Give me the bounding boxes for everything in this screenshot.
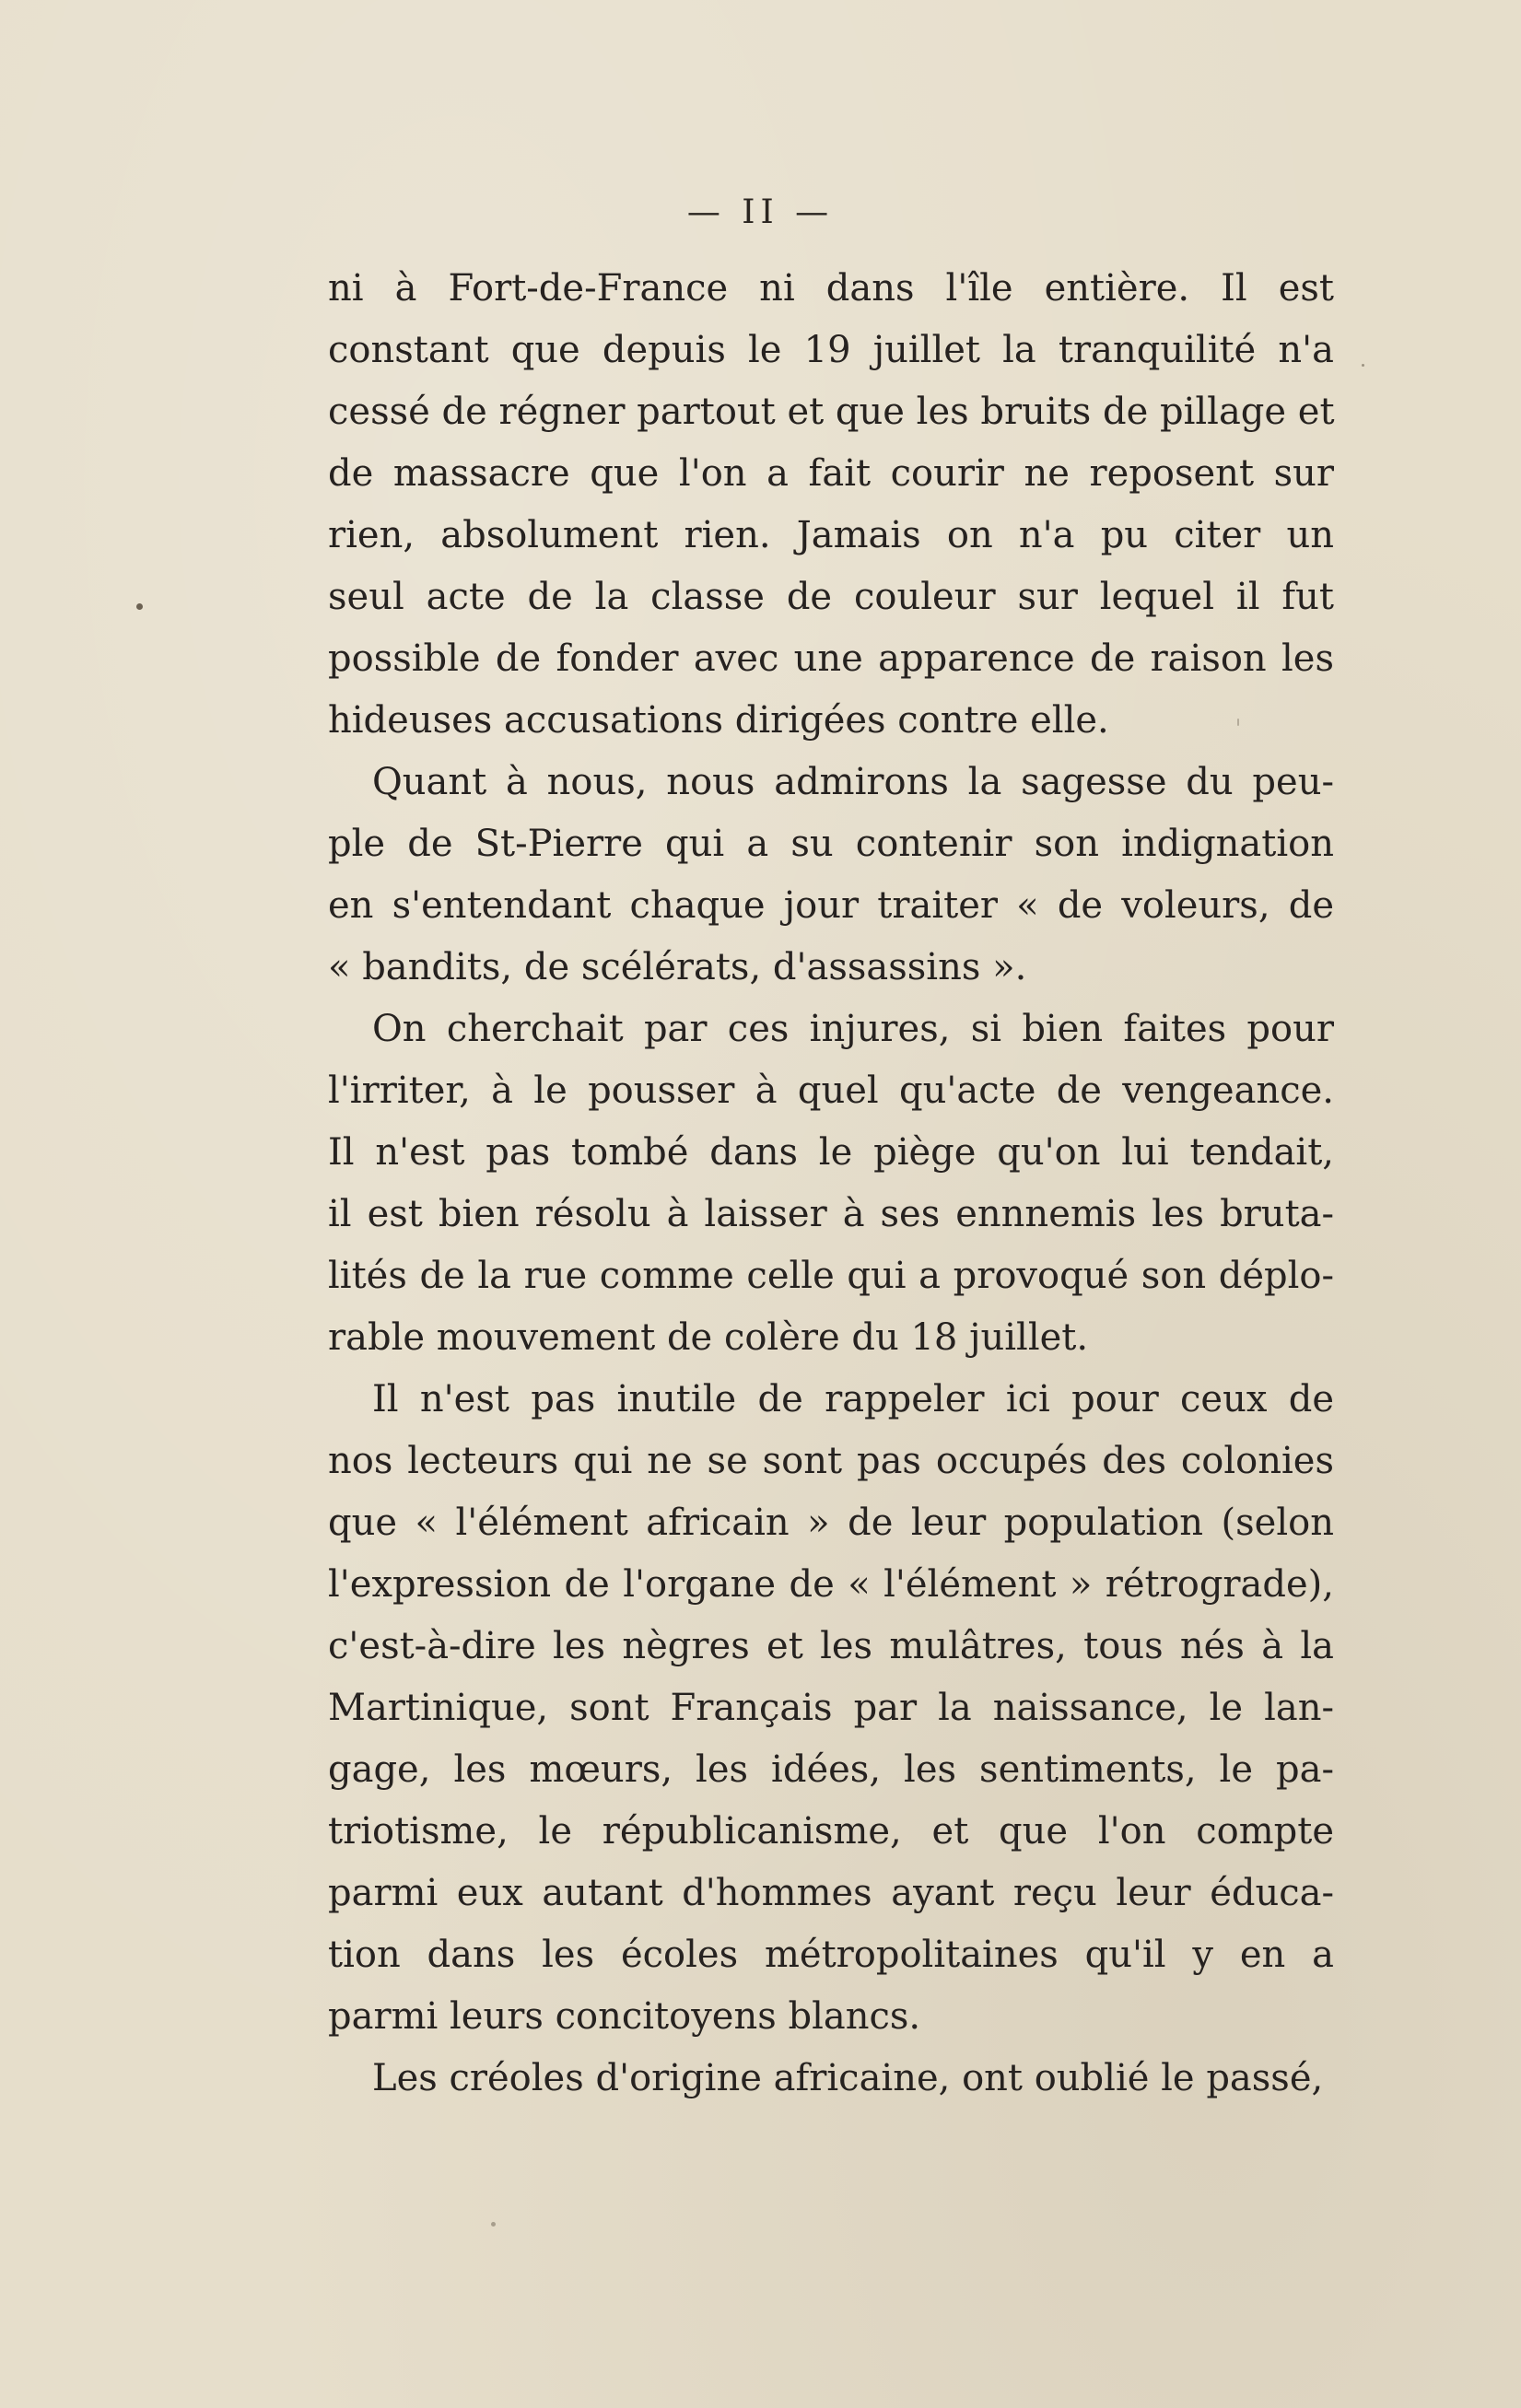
- body-text: [328, 258, 1334, 2110]
- paper-speck: [491, 2222, 496, 2227]
- text-line: nos lecteurs qui ne se sont pas occupés des colonies: [328, 1440, 1334, 1482]
- text-line: seul acte de la classe de couleur sur lequel il fut: [328, 576, 1334, 618]
- text-line: l'irriter, à le pousser à quel qu'acte de vengeance.: [328, 1070, 1334, 1112]
- text-line: Il n'est pas tombé dans le piège qu'on lui tendait,: [328, 1131, 1334, 1174]
- text-line: parmi eux autant d'hommes ayant reçu leur éduca-: [328, 1872, 1334, 1914]
- text-line: Il n'est pas inutile de rappeler ici pour ceux de: [372, 1378, 1334, 1420]
- text-line: l'expression de l'organe de « l'élément » rétrograde),: [328, 1563, 1334, 1606]
- text-line: Les créoles d'origine africaine, ont oublié le passé,: [372, 2057, 1324, 2099]
- text-line: que « l'élément africain » de leur population (selon: [328, 1502, 1334, 1544]
- text-line: constant que depuis le 19 juillet la tranquilité n'a: [328, 329, 1334, 371]
- text-line: « bandits, de scélérats, d'assassins ».: [328, 946, 1027, 988]
- text-line: rien, absolument rien. Jamais on n'a pu citer un: [328, 514, 1334, 556]
- paper-speck: [1362, 364, 1364, 367]
- text-line: il est bien résolu à laisser à ses ennnemis les bruta-: [328, 1193, 1334, 1235]
- text-line: de massacre que l'on a fait courir ne reposent sur: [328, 452, 1334, 495]
- text-line: ni à Fort-de-France ni dans l'île entière. Il est: [328, 267, 1334, 310]
- text-line: lités de la rue comme celle qui a provoqué son déplo-: [328, 1255, 1334, 1297]
- paragraph: [328, 999, 1334, 1369]
- text-line: parmi leurs concitoyens blancs.: [328, 1995, 921, 2038]
- paragraph: [328, 1369, 1334, 2048]
- text-line: triotisme, le républicanisme, et que l'on compte: [328, 1810, 1334, 1853]
- text-line: Quant à nous, nous admirons la sagesse du peu-: [372, 761, 1334, 803]
- text-line: gage, les mœurs, les idées, les sentiments, le pa-: [328, 1748, 1334, 1791]
- page-number: — II —: [686, 193, 835, 231]
- text-line: en s'entendant chaque jour traiter « de voleurs, de: [328, 884, 1334, 927]
- text-line: tion dans les écoles métropolitaines qu'il y en a: [328, 1934, 1334, 1976]
- text-line: Martinique, sont Français par la naissance, le lan-: [328, 1687, 1334, 1729]
- text-line: c'est-à-dire les nègres et les mulâtres, tous nés à la: [328, 1625, 1334, 1667]
- paragraph: [328, 2048, 1334, 2110]
- text-line: On cherchait par ces injures, si bien faites pour: [372, 1008, 1334, 1050]
- text-line: cessé de régner partout et que les bruits de pillage et: [328, 391, 1335, 433]
- paper-speck: [136, 603, 143, 610]
- text-line: hideuses accusations dirigées contre elle.: [328, 699, 1109, 742]
- text-line: rable mouvement de colère du 18 juillet.: [328, 1316, 1089, 1359]
- text-line: ple de St-Pierre qui a su contenir son indignation: [328, 823, 1334, 865]
- text-line: possible de fonder avec une apparence de raison les: [328, 637, 1334, 680]
- paragraph: [328, 752, 1334, 999]
- paragraph: [328, 258, 1334, 752]
